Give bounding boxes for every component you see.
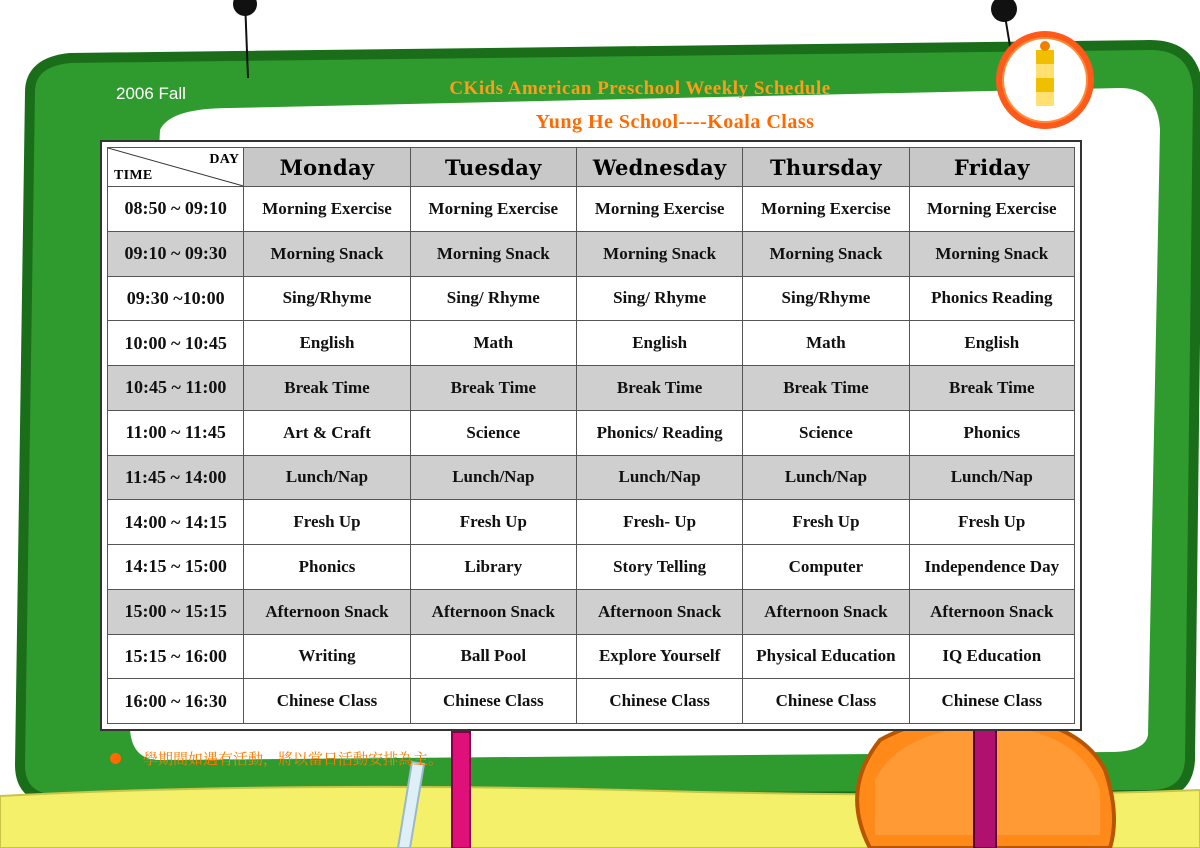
activity-cell: Fresh Up: [244, 500, 410, 545]
season-label: 2006 Fall: [116, 84, 186, 103]
activity-cell: Break Time: [743, 366, 909, 411]
time-cell: 15:15 ~ 16:00: [108, 634, 244, 679]
activity-cell: Morning Exercise: [410, 187, 576, 232]
corner-day-label: DAY: [209, 152, 240, 167]
activity-cell: Morning Exercise: [743, 187, 909, 232]
page-title: CKids American Preschool Weekly Schedule: [449, 78, 831, 99]
activity-cell: Break Time: [244, 366, 410, 411]
activity-cell: Fresh Up: [743, 500, 909, 545]
day-header-monday: Monday: [244, 148, 410, 187]
table-row: [108, 634, 1075, 679]
activity-cell: Phonics: [244, 545, 410, 590]
time-cell: 10:45 ~ 11:00: [108, 366, 244, 411]
time-cell: 14:15 ~ 15:00: [108, 545, 244, 590]
activity-cell: Sing/ Rhyme: [576, 276, 742, 321]
activity-cell: Fresh- Up: [576, 500, 742, 545]
time-cell: 09:30 ~10:00: [108, 276, 244, 321]
activity-cell: Morning Snack: [909, 231, 1074, 276]
activity-cell: Morning Snack: [576, 231, 742, 276]
activity-cell: Morning Snack: [743, 231, 909, 276]
time-cell: 11:45 ~ 14:00: [108, 455, 244, 500]
activity-cell: Afternoon Snack: [244, 589, 410, 634]
activity-cell: Ball Pool: [410, 634, 576, 679]
table-row: [108, 231, 1075, 276]
activity-cell: Chinese Class: [576, 679, 742, 724]
activity-cell: Science: [743, 410, 909, 455]
activity-cell: Story Telling: [576, 545, 742, 590]
table-row: [108, 455, 1075, 500]
activity-cell: English: [244, 321, 410, 366]
activity-cell: Lunch/Nap: [576, 455, 742, 500]
activity-cell: English: [576, 321, 742, 366]
activity-cell: IQ Education: [909, 634, 1074, 679]
activity-cell: Sing/ Rhyme: [410, 276, 576, 321]
time-cell: 14:00 ~ 14:15: [108, 500, 244, 545]
day-header-tuesday: Tuesday: [410, 148, 576, 187]
activity-cell: Sing/Rhyme: [743, 276, 909, 321]
table-row: [108, 187, 1075, 232]
table-row: [108, 545, 1075, 590]
time-cell: 10:00 ~ 10:45: [108, 321, 244, 366]
table-row: [108, 410, 1075, 455]
bullet-icon: [110, 753, 121, 764]
activity-cell: Fresh Up: [909, 500, 1074, 545]
activity-cell: Phonics Reading: [909, 276, 1074, 321]
activity-cell: Phonics: [909, 410, 1074, 455]
activity-cell: Physical Education: [743, 634, 909, 679]
activity-cell: English: [909, 321, 1074, 366]
activity-cell: Afternoon Snack: [410, 589, 576, 634]
activity-cell: Fresh Up: [410, 500, 576, 545]
time-cell: 16:00 ~ 16:30: [108, 679, 244, 724]
activity-cell: Lunch/Nap: [410, 455, 576, 500]
activity-cell: Lunch/Nap: [909, 455, 1074, 500]
day-header-thursday: Thursday: [743, 148, 909, 187]
table-row: [108, 321, 1075, 366]
activity-cell: Afternoon Snack: [743, 589, 909, 634]
activity-cell: Independence Day: [909, 545, 1074, 590]
activity-cell: Chinese Class: [909, 679, 1074, 724]
activity-cell: Computer: [743, 545, 909, 590]
activity-cell: Math: [410, 321, 576, 366]
footnote: [110, 748, 443, 769]
activity-cell: Sing/Rhyme: [244, 276, 410, 321]
activity-cell: Explore Yourself: [576, 634, 742, 679]
footnote-text: 學期間如遇有活動，將以當日活動安排為主。: [143, 752, 444, 768]
activity-cell: Afternoon Snack: [909, 589, 1074, 634]
header-row: [108, 148, 1075, 187]
activity-cell: Art & Craft: [244, 410, 410, 455]
activity-cell: Break Time: [576, 366, 742, 411]
pink-stick: [452, 732, 470, 848]
time-cell: 09:10 ~ 09:30: [108, 231, 244, 276]
activity-cell: Chinese Class: [743, 679, 909, 724]
table-row: [108, 500, 1075, 545]
activity-cell: Chinese Class: [244, 679, 410, 724]
activity-cell: Science: [410, 410, 576, 455]
activity-cell: Break Time: [410, 366, 576, 411]
table-row: [108, 679, 1075, 724]
page-subtitle: Yung He School----Koala Class: [535, 111, 815, 133]
time-cell: 15:00 ~ 15:15: [108, 589, 244, 634]
activity-cell: Morning Snack: [244, 231, 410, 276]
corner-cell: [108, 148, 244, 187]
activity-cell: Lunch/Nap: [743, 455, 909, 500]
activity-cell: Break Time: [909, 366, 1074, 411]
table-row: [108, 276, 1075, 321]
activity-cell: Morning Exercise: [576, 187, 742, 232]
activity-cell: Math: [743, 321, 909, 366]
day-header-wednesday: Wednesday: [576, 148, 742, 187]
activity-cell: Writing: [244, 634, 410, 679]
corner-time-label: TIME: [114, 168, 153, 183]
activity-cell: Lunch/Nap: [244, 455, 410, 500]
activity-cell: Chinese Class: [410, 679, 576, 724]
day-header-friday: Friday: [909, 148, 1074, 187]
activity-cell: Afternoon Snack: [576, 589, 742, 634]
school-logo-badge: [996, 31, 1094, 129]
activity-cell: Phonics/ Reading: [576, 410, 742, 455]
weekly-schedule-table: [100, 140, 1082, 731]
activity-cell: Morning Snack: [410, 231, 576, 276]
activity-cell: Morning Exercise: [244, 187, 410, 232]
time-cell: 11:00 ~ 11:45: [108, 410, 244, 455]
table-row: [108, 366, 1075, 411]
table-row: [108, 589, 1075, 634]
activity-cell: Morning Exercise: [909, 187, 1074, 232]
activity-cell: Library: [410, 545, 576, 590]
time-cell: 08:50 ~ 09:10: [108, 187, 244, 232]
